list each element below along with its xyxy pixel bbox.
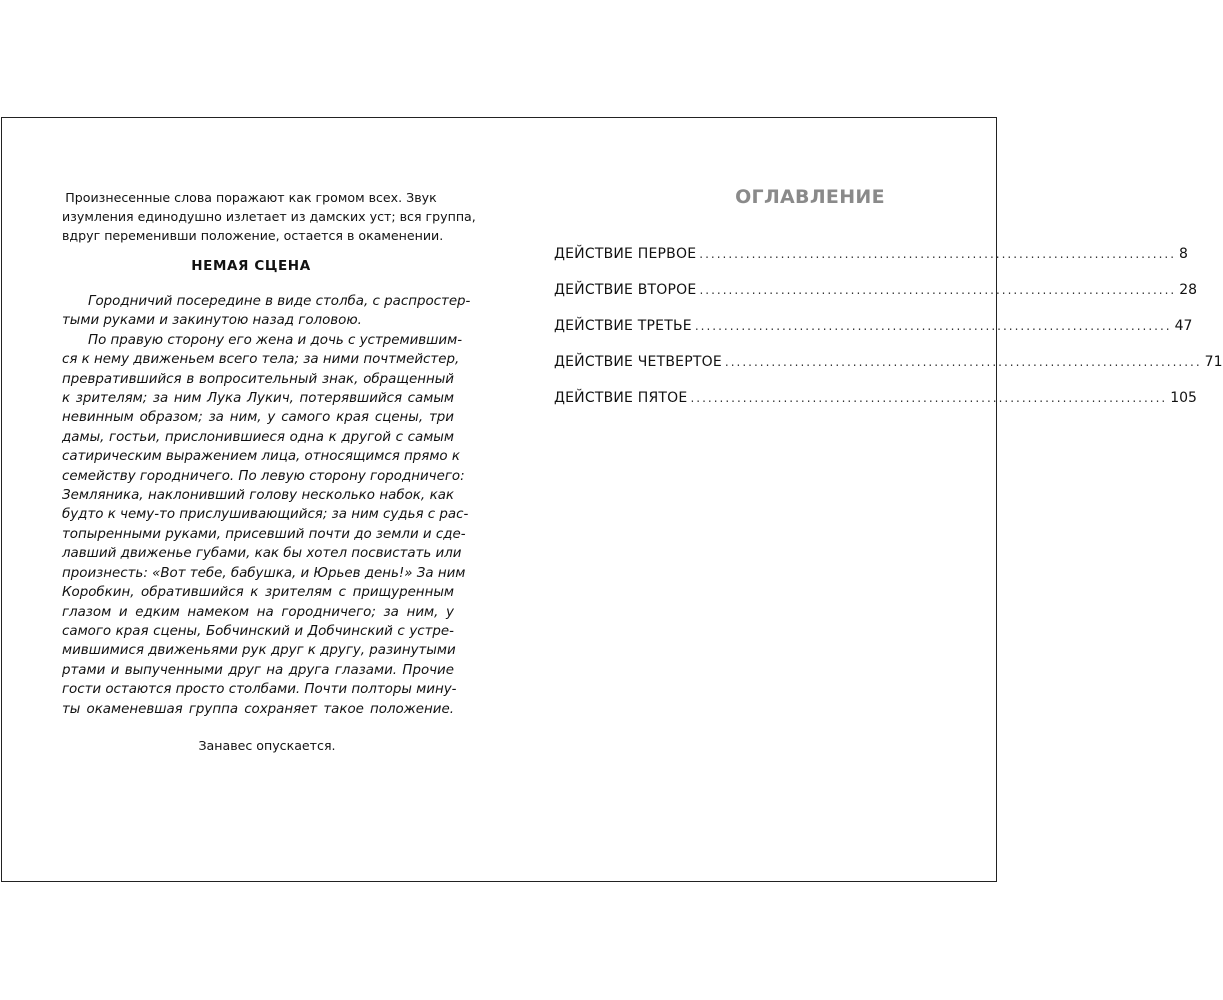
scene-line: самого края сцены, Бобчинский и Добчинский с устре- xyxy=(62,623,454,639)
toc-entry[interactable] xyxy=(554,246,1188,282)
toc-leader-dots: .................................................................................. xyxy=(694,319,1172,333)
toc-entry[interactable] xyxy=(554,354,1223,390)
toc-page-number: 71 xyxy=(1204,354,1223,370)
right-page xyxy=(500,118,1223,881)
toc-entry[interactable] xyxy=(554,282,1198,318)
toc-entry-label: ДЕЙСТВИЕ ПЯТОЕ xyxy=(554,390,688,406)
scene-line: ртами и выпученными друг на друга глазами. Прочие xyxy=(62,662,454,678)
scene-line: ты окаменевшая группа сохраняет такое положение. xyxy=(62,701,454,717)
intro-line: вдруг переменивши положение, остается в окаменении. xyxy=(62,228,444,243)
toc-leader-dots: .................................................................................. xyxy=(699,247,1177,261)
scene-line: ся к нему движеньем всего тела; за ними почтмейстер, xyxy=(62,352,460,368)
toc-entry-label: ДЕЙСТВИЕ ПЕРВОЕ xyxy=(554,246,697,262)
scene-line: По правую сторону его жена и дочь с устремившим- xyxy=(88,332,463,348)
scene-line: невинным образом; за ним, у самого края сцены, три xyxy=(62,410,454,426)
toc-leader-dots: .................................................................................. xyxy=(724,355,1202,369)
table-of-contents xyxy=(554,246,1223,426)
scene-line: Коробкин, обратившийся к зрителям с прищуренным xyxy=(62,585,454,601)
toc-page-number: 47 xyxy=(1174,318,1193,334)
toc-entry-label: ДЕЙСТВИЕ ЧЕТВЕРТОЕ xyxy=(554,354,722,370)
scene-title: НЕМАЯ СЦЕНА xyxy=(191,258,311,274)
toc-title: ОГЛАВЛЕНИЕ xyxy=(735,186,885,208)
scene-line: лавший движенье губами, как бы хотел посвистать или xyxy=(62,546,462,562)
intro-line: изумления единодушно излетает из дамских уст; вся группа, xyxy=(62,209,476,224)
toc-entry-label: ДЕЙСТВИЕ ТРЕТЬЕ xyxy=(554,318,692,334)
toc-leader-dots: .................................................................................. xyxy=(699,283,1177,297)
toc-entry[interactable] xyxy=(554,390,1197,426)
toc-page-number: 8 xyxy=(1179,246,1188,262)
scene-line: сатирическим выражением лица, относящимся прямо к xyxy=(62,449,460,465)
scene-line: гости остаются просто столбами. Почти полторы мину- xyxy=(62,682,457,698)
toc-entry-label: ДЕЙСТВИЕ ВТОРОЕ xyxy=(554,282,697,298)
toc-page-number: 28 xyxy=(1179,282,1198,298)
scene-line: превратившийся в вопросительный знак, обращенный xyxy=(62,371,454,387)
toc-page-number: 105 xyxy=(1170,390,1197,406)
scene-line: тыми руками и закинутою назад головою. xyxy=(62,313,362,329)
left-page xyxy=(2,118,500,881)
scene-line: дамы, гостьи, прислонившиеся одна к другой с самым xyxy=(62,429,454,445)
intro-paragraph xyxy=(62,188,476,245)
scene-line: Городничий посередине в виде столба, с распростер- xyxy=(88,294,471,309)
toc-entry[interactable] xyxy=(554,318,1193,354)
intro-line: Произнесенные слова поражают как громом всех. Звук xyxy=(65,190,437,205)
scene-line: к зрителям; за ним Лука Лукич, потерявшийся самым xyxy=(62,391,454,407)
toc-leader-dots: .................................................................................. xyxy=(690,391,1168,405)
scene-line: топыренными руками, присевший почти до земли и сде- xyxy=(62,526,466,542)
scene-line: будто к чему-то прислушивающийся; за ним судья с рас- xyxy=(62,507,469,523)
scene-line: семейству городничего. По левую сторону городничего: xyxy=(62,468,465,484)
scene-line: произнесть: «Вот тебе, бабушка, и Юрьев день!» За ним xyxy=(62,565,466,581)
scene-line: мившимися движеньями рук друг к другу, разинутыми xyxy=(62,643,456,659)
scene-description xyxy=(62,292,471,719)
book-spread xyxy=(1,117,1223,882)
curtain-note: Занавес опускается. xyxy=(198,738,336,753)
scene-line: Земляника, наклонивший голову несколько набок, как xyxy=(62,488,454,504)
scene-line: глазом и едким намеком на городничего; за ним, у xyxy=(62,604,454,620)
